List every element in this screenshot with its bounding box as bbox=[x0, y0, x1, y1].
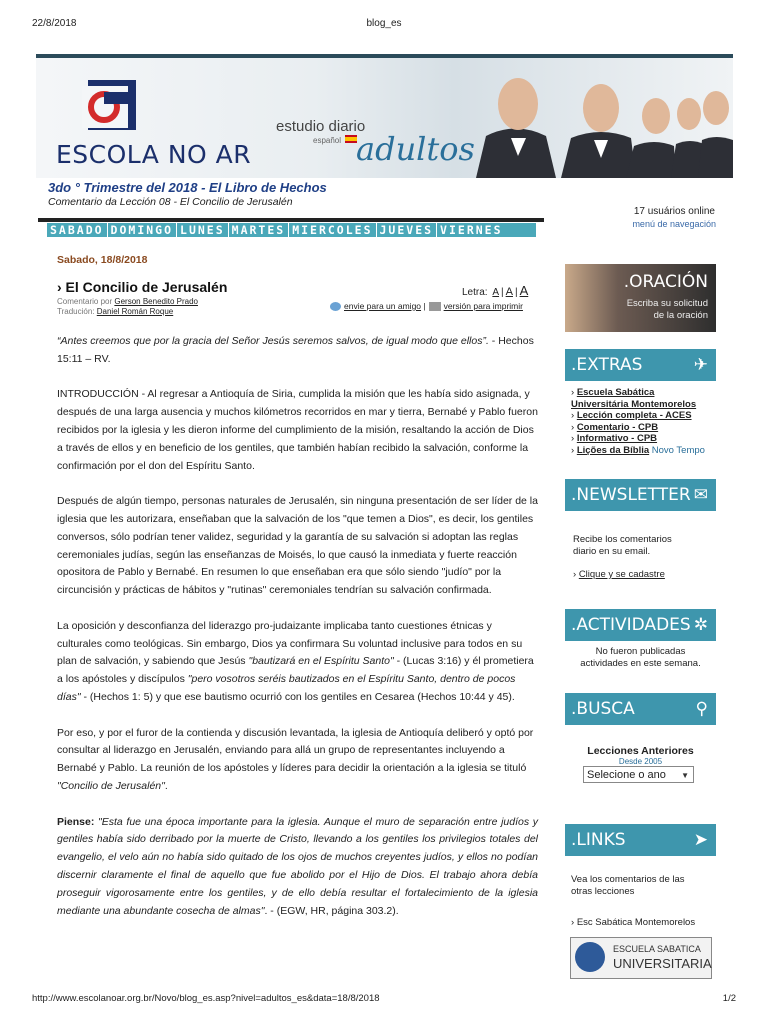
day-tabs bbox=[47, 223, 536, 237]
online-users: 17 usuários online bbox=[633, 206, 715, 217]
comment-label: Comentario por bbox=[57, 297, 113, 306]
links-text: Vea los comentarios de las otras lecciones bbox=[571, 874, 685, 897]
paragraph-6: Piense: "Esta fue una época importante para la iglesia. Aunque el muro de separación entre judíos y gentiles había sido derribado por la muerte de Cristo, llevando a los gentiles los privilegios totales del evangelio, el velo aún no había sido quitado de los ojos de muchos creyentes judíos, y ellos no podían discernir claramente el final de aquello que fue abolido por el Hijo de Dios. El trabajo ahora debía proseguir vigorosamente entre los gentiles, y de ello debía resultar el fortalecimiento de la iglesia mediante una abundante cosecha de almas". - (EGW, HR, página 303.2). bbox=[57, 815, 538, 917]
newsletter-text: Recibe los comentarios diario en su email. bbox=[573, 534, 672, 557]
escuela-sabatica-logo[interactable]: ESCUELA SABATICA UNIVERSITARIA bbox=[570, 937, 712, 979]
estudio-diario: estudio diario bbox=[276, 118, 366, 135]
page-number: 1/2 bbox=[722, 993, 736, 1004]
tab-viernes[interactable]: VIERNES bbox=[440, 223, 503, 237]
navigation-menu-link[interactable]: menú de navegación bbox=[632, 219, 716, 229]
oracion-banner[interactable] bbox=[565, 264, 716, 332]
logo-text: ESCOLA NO AR bbox=[56, 140, 252, 169]
print-url: http://www.escolanoar.org.br/Novo/blog_es.asp?nivel=adultos_es&data=18/8/2018 bbox=[32, 993, 380, 1004]
print-date: 22/8/2018 bbox=[32, 18, 77, 29]
extras-link-4[interactable]: Informativo - CPB bbox=[576, 433, 658, 444]
extras-link-1[interactable]: Escuela Sabática bbox=[576, 387, 655, 398]
globe-icon bbox=[330, 302, 341, 311]
post-title: › El Concilio de Jerusalén bbox=[57, 279, 228, 295]
printer-icon bbox=[429, 302, 441, 311]
newsletter-header: .NEWSLETTER ✉ bbox=[565, 479, 716, 511]
tab-domingo[interactable]: DOMINGO bbox=[108, 223, 177, 237]
extras-link-3[interactable]: Comentario - CPB bbox=[576, 421, 659, 433]
newsletter-signup: › Clique y se cadastre bbox=[573, 569, 665, 580]
font-medium-button[interactable]: A bbox=[505, 286, 513, 298]
post-actions: envie para un amigo | versión para imprimir bbox=[330, 301, 523, 311]
translate-label: Tradución: bbox=[57, 307, 95, 316]
escola-logo-icon[interactable] bbox=[80, 78, 150, 138]
tab-sabado[interactable]: SABADO bbox=[47, 223, 108, 237]
trimester-title: 3do ° Trimestre del 2018 - El Libro de Hechos bbox=[48, 180, 327, 195]
translator-link[interactable]: Daniel Román Roque bbox=[96, 307, 174, 316]
print-footer bbox=[32, 993, 736, 1007]
extras-link-5-note: Novo Tempo bbox=[651, 444, 705, 456]
since-label: Desde 2005 bbox=[618, 757, 663, 766]
people-photo bbox=[476, 66, 733, 178]
paragraph-1: “Antes creemos que por la gracia del Señor Jesús seremos salvos, de igual modo que ellos”. - Hechos 15:11 – RV. bbox=[57, 335, 534, 365]
extras-link-5[interactable]: Lições da Bíblia bbox=[576, 444, 650, 456]
chevron-down-icon: ▼ bbox=[681, 771, 689, 780]
oracion-title: .ORACIÓN bbox=[623, 272, 708, 292]
plane-icon: ✈ bbox=[693, 355, 708, 374]
print-title: blog_es bbox=[366, 18, 402, 29]
tab-miercoles[interactable]: MIERCOLES bbox=[289, 223, 376, 237]
font-small-button[interactable]: A bbox=[492, 287, 500, 298]
send-friend-link[interactable]: envie para un amigo bbox=[344, 301, 422, 311]
previous-lessons-heading: Lecciones Anteriores bbox=[587, 745, 694, 757]
seal-icon bbox=[575, 942, 605, 972]
montemorelos-item[interactable]: › Esc Sabática Montemorelos bbox=[571, 917, 696, 928]
day-bar-rule bbox=[38, 218, 544, 222]
paragraph-5: Por eso, y por el furor de la contienda y discusión levantada, la iglesia de Antioquía deliberó y optó por consultar al liderazgo en Jerusalén, enviando para allá un grupo de representantes incluyendo a Bernabé y Pablo. La reunión de los apóstoles y líderes para decidir la orientación a la iglesia se tituló "Concilio de Jerusalén". bbox=[57, 726, 534, 792]
actividades-header: .ACTIVIDADES ✲ bbox=[565, 609, 716, 641]
tab-jueves[interactable]: JUEVES bbox=[377, 223, 438, 237]
search-icon: ⚲ bbox=[695, 699, 708, 718]
lesson-subtitle: Comentario da Lección 08 - El Concilio de Jerusalén bbox=[48, 196, 293, 208]
paragraph-4: La oposición y desconfianza del liderazgo pro-judaizante implicaba tanto cuestiones étnicas y culturales como teológicas. Sin embargo, Dios ya confirmara Su voluntad inclusive para todos en su plan de salvación, y sabiendo que Jesús "bautizará en el Espíritu Santo" - (Lucas 3:16) y él prometiera a los apóstoles y discípulos "pero vosotros seréis bautizados en el Espíritu Santo, dentro de pocos días" - (Hechos 1: 5) y que ese bautismo ocurrió con los gentiles en Cesarea (Hechos 10:44 y 45). bbox=[57, 619, 534, 703]
extras-link-2[interactable]: Lección completa - ACES bbox=[576, 410, 692, 421]
actividades-text: No fueron publicadas actividades en este semana. bbox=[580, 646, 701, 669]
newsletter-signup-link[interactable]: Clique y se cadastre bbox=[578, 569, 665, 580]
extras-header: .EXTRAS ✈ bbox=[565, 349, 716, 381]
molecule-icon: ✲ bbox=[693, 615, 708, 634]
language-label: español bbox=[313, 136, 342, 145]
print-version-link[interactable]: versión para imprimir bbox=[443, 301, 523, 311]
font-size-label: Letra: bbox=[462, 287, 488, 298]
year-select[interactable]: Selecione o ano ▼ bbox=[583, 766, 694, 783]
post-body bbox=[57, 333, 538, 938]
font-size-control: Letra: A | A | A bbox=[462, 283, 529, 298]
extras-link-1b[interactable]: Universitária Montemorelos bbox=[571, 398, 697, 410]
busca-header: .BUSCA ⚲ bbox=[565, 693, 716, 725]
adultos-title: adultos bbox=[356, 130, 475, 168]
print-header bbox=[32, 18, 736, 32]
cursor-icon: ➤ bbox=[693, 830, 708, 849]
site-banner bbox=[36, 54, 733, 178]
post-meta bbox=[57, 297, 198, 317]
paragraph-3: Después de algún tiempo, personas naturales de Jerusalén, sin ninguna presentación de ser líder de la iglesia que les autorizara, enseñaban que la salvación de los "que temen a Dios", es decir, los gentiles conversos, sólo podrían tener validez, seguridad y la garantía de su salvación si adoptan las reglas ceremoniales judías, según las enseñanzas de Moisés, lo que causó la inmediata y fuerte reacción opositora de Pablo y Bernabé. En resumen lo que enseñaban era que sólo siendo "judío" por la circuncisión y prácticas de hábitos y "rutinas" ceremoniales tendrían su salvación confirmada. bbox=[57, 495, 538, 597]
mail-icon: ✉ bbox=[693, 485, 708, 504]
author-link[interactable]: Gerson Benedito Prado bbox=[114, 297, 198, 306]
paragraph-2: INTRODUCCIÓN - Al regresar a Antioquía de Siria, cumplida la misión que les había sido asignada, y después de una larga ausencia y muchos kilómetros recorridos en mar y tierra, Bernabé y Pablo fueron recibidos por la iglesia y les dieron informe del cumplimiento de la misión, resaltando la acción de Dios a través de ellos y en beneficio de los gentiles, que también habían recibido la salvación, conforme la confirmación por el don del Espíritu Santo. bbox=[57, 388, 538, 472]
extras-links: › Escuela Sabática Universitária Montemorelos › Lección completa - ACES › Comentario - CPB › Informativo - CPB › Lições da Bíblia Novo Tempo bbox=[571, 387, 705, 456]
oracion-subtitle: Escriba su solicitud de la oración bbox=[626, 298, 708, 321]
font-large-button[interactable]: A bbox=[519, 283, 529, 298]
post-date: Sabado, 18/8/2018 bbox=[57, 254, 148, 266]
tab-lunes[interactable]: LUNES bbox=[177, 223, 229, 237]
links-header: .LINKS ➤ bbox=[565, 824, 716, 856]
tab-martes[interactable]: MARTES bbox=[229, 223, 290, 237]
